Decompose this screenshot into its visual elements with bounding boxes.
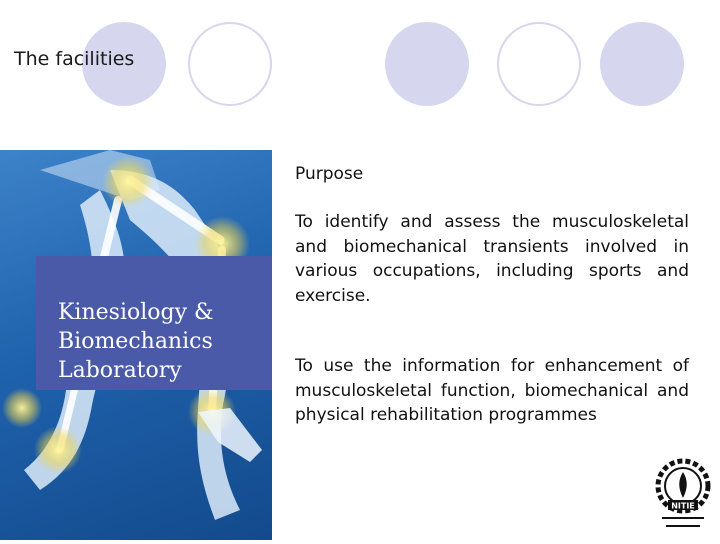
lab-name: Kinesiology & Biomechanics Laboratory: [58, 300, 214, 383]
nitie-emblem-icon: [652, 456, 714, 540]
decor-circle-5: [600, 22, 684, 106]
purpose-paragraph-2: To use the information for enhancement of musculoskeletal function, biomechanical and physical rehabilitation programmes: [295, 356, 689, 425]
decor-circle-3: [385, 22, 469, 106]
slide-title: The facilities: [14, 48, 135, 70]
decor-circle-4: [497, 22, 581, 106]
logo-text: NITIE: [671, 501, 695, 511]
decor-circle-2: [188, 22, 272, 106]
purpose-heading: Purpose: [295, 164, 364, 184]
nitie-logo: [652, 456, 714, 544]
purpose-paragraph-1: To identify and assess the musculoskeletal and biomechanical transients involved in various occupations, including sports and exercise.: [295, 212, 689, 306]
